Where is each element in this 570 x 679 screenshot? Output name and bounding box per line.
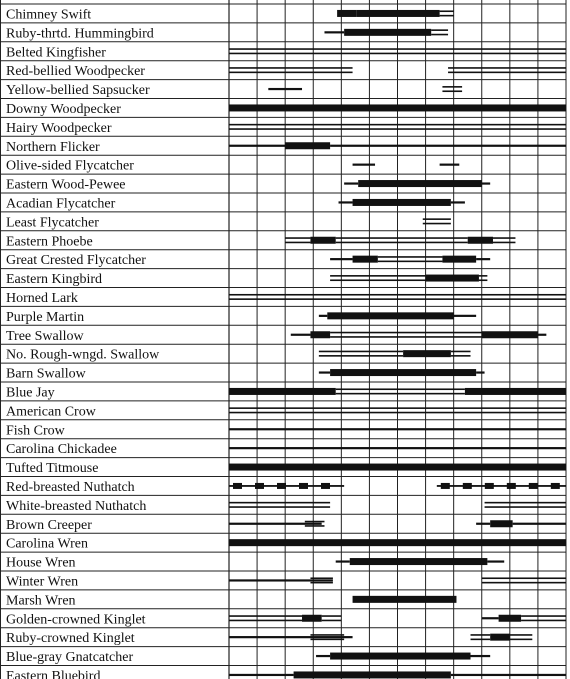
occurrence-bar-double [336,393,465,395]
occurrence-bar-double [310,634,344,636]
species-label: Eastern Kingbird [6,272,103,288]
occurrence-bar-thick [357,10,440,17]
occurrence-bar-double [521,615,566,617]
occurrence-bar-thin [538,334,546,336]
occurrence-bar-double [440,10,454,12]
occurrence-bar-thin [291,334,311,336]
occurrence-bar-double [336,237,468,239]
occurrence-bar-double [423,223,451,225]
species-labels [5,0,160,679]
species-label: Eastern Phoebe [6,234,93,250]
species-label: Least Flycatcher [6,215,99,231]
species-label: Blue Jay [6,385,55,401]
species-label: Northern Flicker [6,139,100,155]
species-label: Golden-crowned Kinglet [6,612,146,628]
occurrence-bar-double [229,620,302,622]
species-label: Blue-gray Gnatcatcher [6,650,134,666]
occurrence-bar-thick [344,29,431,36]
occurrence-bar-double [229,128,566,130]
occurrence-bar-thick [294,671,451,678]
species-label: Tufted Titmouse [6,461,99,477]
occurrence-bar-double [493,242,515,244]
occurrence-bar-double [479,275,487,277]
occurrence-bar-double [229,407,566,409]
occurrence-bar-thin [229,428,566,430]
occurrence-bar-thick [229,104,566,111]
occurrence-bar-double [319,351,403,353]
occurrence-bar-dash [463,483,472,489]
occurrence-bar-double [440,15,454,17]
species-label: Red-breasted Nuthatch [6,479,135,495]
occurrence-bar-double [493,237,515,239]
occurrence-bar-double [229,502,330,504]
occurrence-bar-thin [451,201,465,203]
occurrence-bar-double [479,279,487,281]
occurrence-bar-thick [353,199,451,206]
occurrence-bar-double [378,261,443,263]
occurrence-bar-double [521,620,566,622]
occurrence-bar-double [330,336,482,338]
occurrence-bar-thin [353,164,375,166]
occurrence-bar-double [229,506,330,508]
occurrence-bar-thick [499,615,521,622]
species-label: Horned Lark [6,290,78,306]
occurrence-bar-double [319,355,403,357]
occurrence-bar-dash [441,483,450,489]
occurrence-bar-thin [476,371,484,373]
occurrence-bar-dash [507,483,516,489]
occurrence-bar-thin [451,674,566,676]
occurrence-bar-dash [233,483,242,489]
occurrence-bar-double [305,525,325,527]
occurrence-bar-thin [471,655,491,657]
occurrence-bar-double [431,29,448,31]
occurrence-bar-thick [302,615,322,622]
occurrence-bar-thick [350,558,488,565]
occurrence-bar-double [471,639,491,641]
occurrence-bar-dash [321,483,330,489]
occurrence-bar-thin [344,182,358,184]
occurrence-bar-double [310,577,332,579]
occurrence-bar-dash [255,483,264,489]
species-label: House Wren [6,555,76,571]
species-label: Carolina Chickadee [6,442,117,458]
occurrence-bar-double [229,53,566,55]
species-label: Fish Crow [6,423,65,439]
occurrence-bar-double [442,90,462,92]
occurrence-bar-double [431,34,448,36]
occurrence-bar-thin [339,201,353,203]
occurrence-bar-double [336,242,468,244]
occurrence-bar-double [229,124,566,126]
occurrence-bar-thin [440,164,460,166]
occurrence-bar-double [322,615,342,617]
occurrence-bar-thick [229,388,336,395]
occurrence-bar-thick [327,312,453,319]
occurrence-bar-thick [229,464,566,471]
occurrence-bar-thin [487,560,504,562]
occurrence-bar-double [322,620,342,622]
occurrence-bar-thin [476,258,490,260]
occurrence-bar-dash [551,483,560,489]
occurrence-bar-thick [353,256,378,263]
species-label: Red-bellied Woodpecker [6,64,145,80]
species-label: Ruby-crowned Kinglet [6,631,135,647]
occurrence-bar-double [423,218,451,220]
occurrence-bar-thin [229,579,333,581]
occurrence-bar-thick [426,275,479,282]
species-label: Carolina Wren [6,536,88,552]
occurrence-bar-double [229,615,302,617]
occurrence-bar-thick [285,142,330,149]
occurrence-bar-double [330,279,425,281]
occurrence-bar-thick [229,539,566,546]
occurrence-bar-thin [229,447,566,449]
occurrence-bar-double [482,582,566,584]
species-label: Eastern Wood-Pewee [6,177,126,193]
occurrence-bar-thick [490,520,512,527]
species-label: Hairy Woodpecker [6,120,112,136]
occurrence-bar-double [330,275,425,277]
occurrence-bar-thick [465,388,566,395]
species-label: Olive-sided Flycatcher [6,158,134,174]
species-label: Marsh Wren [6,593,76,609]
occurrence-bar-thick [310,237,335,244]
occurrence-bar-thin [330,258,352,260]
occurrence-bar-thin [229,145,285,147]
occurrence-bar-thick [358,180,482,187]
occurrence-bar-thick [468,237,493,244]
occurrence-bar-thick [337,10,357,17]
species-label: Downy Woodpecker [6,101,121,117]
occurrence-bar-thin [229,636,353,638]
species-label: Eastern Bluebird [6,668,101,679]
occurrence-bar-double [448,67,566,69]
occurrence-bar-double [310,639,344,641]
occurrence-bar-double [482,577,566,579]
occurrence-bar-double [330,332,482,334]
occurrence-bar-thin [319,315,327,317]
occurrence-bar-dash [299,483,308,489]
occurrence-bar-dash [277,483,286,489]
occurrence-bar-thin [482,182,490,184]
occurrence-bar-double [310,582,332,584]
occurrence-bar-thin [513,523,566,525]
species-label: No. Rough-wngd. Swallow [6,347,160,363]
occurrence-bar-double [336,388,465,390]
species-label: Brown Creeper [6,517,92,533]
species-label: Ruby-thrtd. Hummingbird [6,26,154,42]
occurrence-bar-thin [482,617,499,619]
species-label: Winter Wren [6,574,79,590]
occurrence-bar-double [448,72,566,74]
occurrence-bar-thin [330,145,566,147]
occurrence-bar-thin [454,315,476,317]
occurrence-bar-dash [485,483,494,489]
occurrence-bar-thin [476,523,490,525]
occurrence-bar-double [229,298,566,300]
occurrence-bar-double [471,634,491,636]
occurrence-bar-thin [319,371,330,373]
occurrence-bar-thick [482,331,538,338]
species-label: White-breasted Nuthatch [6,498,147,514]
occurrence-bar-thick [442,256,476,263]
species-label: Purple Martin [6,309,85,325]
species-label: Great Crested Flycatcher [6,253,146,269]
occurrence-bar-double [510,634,532,636]
occurrence-bar-thin [229,674,294,676]
occurrence-bar-double [485,502,566,504]
species-label: American Crow [6,404,96,420]
occurrence-bar-double [451,351,471,353]
occurrence-bar-double [451,355,471,357]
occurrence-bar-thin [268,88,302,90]
occurrence-bar-thin [437,485,566,487]
species-label: Tree Swallow [6,328,84,344]
occurrence-bar-double [510,639,532,641]
occurrence-bar-thick [403,350,451,357]
occurrence-bar-thin [316,655,330,657]
species-label: Acadian Flycatcher [6,196,116,212]
species-label: Barn Swallow [6,366,86,382]
species-label: Yellow-bellied Sapsucker [6,83,150,99]
occurrence-bar-dash [529,483,538,489]
occurrence-bar-thin [229,523,322,525]
occurrence-bar-double [229,412,566,414]
occurrence-bar-double [378,256,443,258]
occurrence-bar-double [229,294,566,296]
occurrence-bar-double [305,521,325,523]
occurrence-bar-thick [490,634,510,641]
occurrence-bar-thick [310,331,330,338]
occurrence-bar-double [485,506,566,508]
occurrence-bar-double [229,48,566,50]
occurrence-bar-thin [324,31,344,33]
occurrence-bar-thick [353,596,457,603]
species-label: Belted Kingfisher [6,45,106,61]
occurrence-bar-double [285,242,310,244]
occurrence-bar-thick [330,653,470,660]
occurrence-bar-double [229,67,353,69]
occurrence-bar-thin [336,560,350,562]
occurrence-bar-thick [330,369,476,376]
occurrence-bar-double [442,86,462,88]
occurrence-bar-double [229,72,353,74]
occurrence-bar-double [285,237,310,239]
species-label: Chimney Swift [6,7,92,23]
